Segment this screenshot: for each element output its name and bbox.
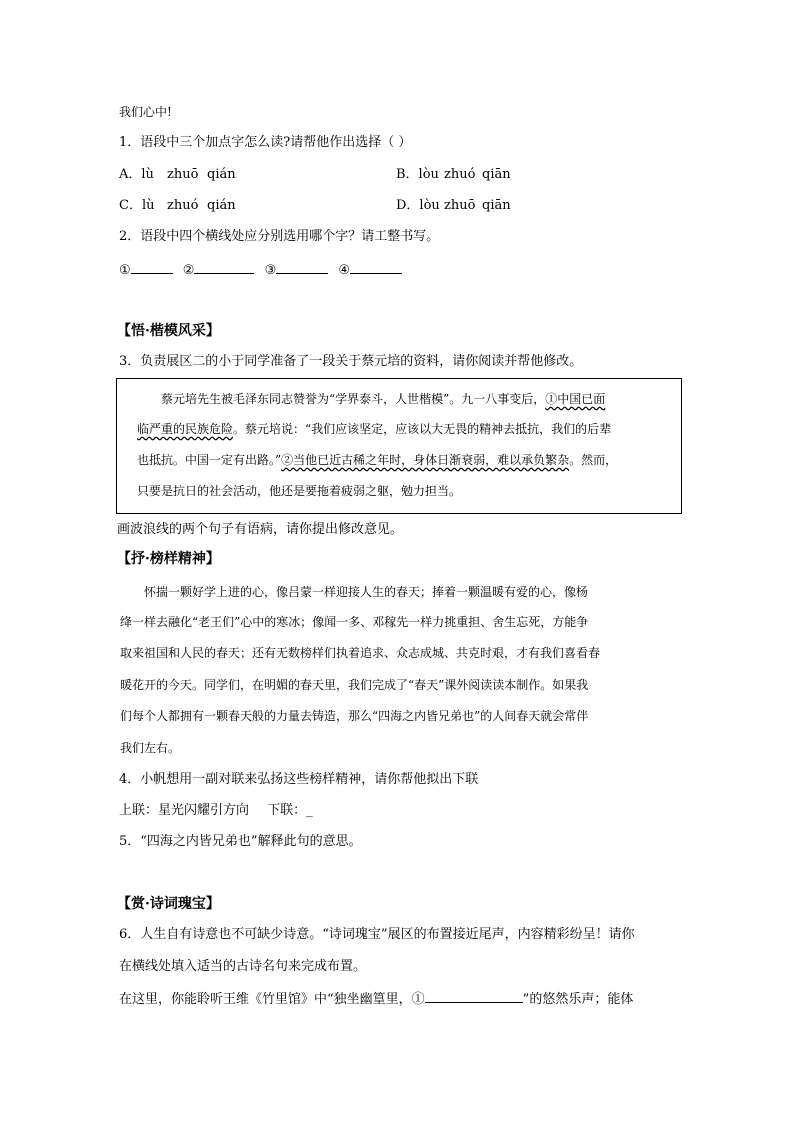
option-d-3: qiān bbox=[482, 198, 511, 213]
couplet-lower-input[interactable]: 下联：_ bbox=[267, 803, 313, 818]
option-a-2: zhuō bbox=[167, 167, 199, 182]
q4-prompt: 4．小帆想用一副对联来弘扬这些榜样精神，请你帮他拟出下联 bbox=[119, 772, 479, 787]
blank-label-1: ① bbox=[119, 263, 131, 278]
option-a-1: A．lù bbox=[119, 167, 154, 182]
option-c-1: C．lù bbox=[119, 198, 155, 213]
box-line-1-text: 蔡元培先生被毛泽东同志赞誉为“学界泰斗，人世楷模”。九一八事变后， bbox=[161, 392, 546, 406]
paragraph-line-6: 我们左右。 bbox=[120, 741, 181, 755]
option-d-1: D．lòu bbox=[396, 198, 440, 213]
paragraph-line-4: 暖花开的今天。同学们，在明媚的春天里，我们完成了“春天”课外阅读读本制作。如果我 bbox=[120, 678, 589, 692]
box-line-3 bbox=[137, 452, 617, 468]
box-line-2-text: 。蔡元培说：“我们应该坚定，应该以大无畏的精神去抵抗，我们的后辈 bbox=[233, 422, 612, 436]
q5-prompt: 5．“四海之内皆兄弟也”解释此句的意思。 bbox=[119, 834, 362, 849]
box-line-2 bbox=[137, 421, 611, 437]
passage-box bbox=[116, 378, 682, 514]
option-c-3: qián bbox=[207, 198, 236, 213]
q2-prompt: 2．语段中四个横线处应分别选用哪个字？请工整书写。 bbox=[119, 229, 440, 244]
q6-line-3-end: ”的悠然乐声；能体 bbox=[522, 992, 634, 1007]
option-b-2: zhuó bbox=[444, 167, 476, 182]
q1-option-d[interactable] bbox=[396, 198, 511, 214]
wavy-sentence-1-end: 临严重的民族危险 bbox=[137, 422, 234, 436]
blank-2[interactable] bbox=[194, 261, 254, 274]
poem-blank-1[interactable] bbox=[425, 990, 523, 1003]
q6-line-2: 在横线处填入适当的古诗名句来完成布置。 bbox=[119, 959, 367, 974]
section-heading-shang: 【赏·诗词瑰宝】 bbox=[117, 896, 220, 912]
q6-line-1: 6．人生自有诗意也不可缺少诗意。“诗词瑰宝”展区的布置接近尾声，内容精彩纷呈！请你 bbox=[119, 927, 635, 942]
section-heading-wu: 【悟·楷模风采】 bbox=[117, 323, 220, 339]
section-heading-shu: 【抒·榜样精神】 bbox=[117, 551, 220, 567]
box-line-1 bbox=[161, 391, 605, 407]
box-line-3-text: 也抵抗。中国一定有出路。” bbox=[137, 453, 282, 467]
box-line-3-end: 。然而， bbox=[569, 453, 618, 467]
q3-instruction: 画波浪线的两个句子有语病，请你提出修改意见。 bbox=[117, 522, 404, 537]
q2-blanks bbox=[119, 261, 402, 279]
q6-line-3-start: 在这里，你能聆听王维《竹里馆》中“独坐幽篁里， bbox=[119, 992, 412, 1007]
option-a-3: qián bbox=[207, 167, 236, 182]
q1-prompt: 1．语段中三个加点字怎么读?请帮他作出选择（ ） bbox=[119, 135, 412, 150]
option-b-1: B．lòu bbox=[396, 167, 439, 182]
blank-label-3: ③ bbox=[264, 263, 277, 278]
continuation-line: 我们心中! bbox=[119, 105, 172, 119]
q6-blank-label: ① bbox=[411, 992, 425, 1007]
blank-label-4: ④ bbox=[338, 263, 351, 278]
paragraph-line-2: 绛一样去融化“老王们”心中的寒冰；像闻一多、邓稼先一样力挑重担、舍生忘死，方能争 bbox=[120, 615, 589, 629]
q1-option-c[interactable] bbox=[119, 198, 236, 214]
q1-option-a[interactable] bbox=[119, 167, 236, 183]
couplet-upper: 上联：星光闪耀引方向 bbox=[119, 803, 250, 818]
q4-couplet bbox=[119, 803, 313, 819]
blank-3[interactable] bbox=[276, 261, 328, 274]
paragraph-line-5: 们每个人都拥有一颗春天般的力量去铸造，那么“四海之内皆兄弟也”的人间春天就会常伴 bbox=[120, 709, 589, 723]
wavy-sentence-1-start: ①中国已面 bbox=[545, 392, 606, 406]
q3-prompt: 3．负责展区二的小于同学准备了一段关于蔡元培的资料，请你阅读并帮他修改。 bbox=[119, 354, 583, 369]
wavy-sentence-2: ②当他已近古稀之年时，身体日渐衰弱，难以承负繁杂 bbox=[281, 453, 570, 467]
box-line-4: 只要是抗日的社会活动，他还是要拖着疲弱之躯，勉力担当。 bbox=[137, 484, 462, 498]
option-c-2: zhuó bbox=[167, 198, 199, 213]
blank-label-2: ② bbox=[182, 263, 195, 278]
blank-4[interactable] bbox=[350, 261, 402, 274]
paragraph-line-3: 取来祖国和人民的春天；还有无数榜样们执着追求、众志成城、共克时艰，才有我们喜看春 bbox=[120, 646, 601, 660]
q1-option-b[interactable] bbox=[396, 167, 511, 183]
q6-line-3 bbox=[119, 990, 633, 1008]
paragraph-line-1: 怀揣一颗好学上进的心，像吕蒙一样迎接人生的春天；捧着一颗温暖有爱的心，像杨 bbox=[144, 585, 589, 599]
option-b-3: qiān bbox=[482, 167, 511, 182]
option-d-2: zhuō bbox=[444, 198, 476, 213]
blank-1[interactable] bbox=[131, 261, 173, 274]
